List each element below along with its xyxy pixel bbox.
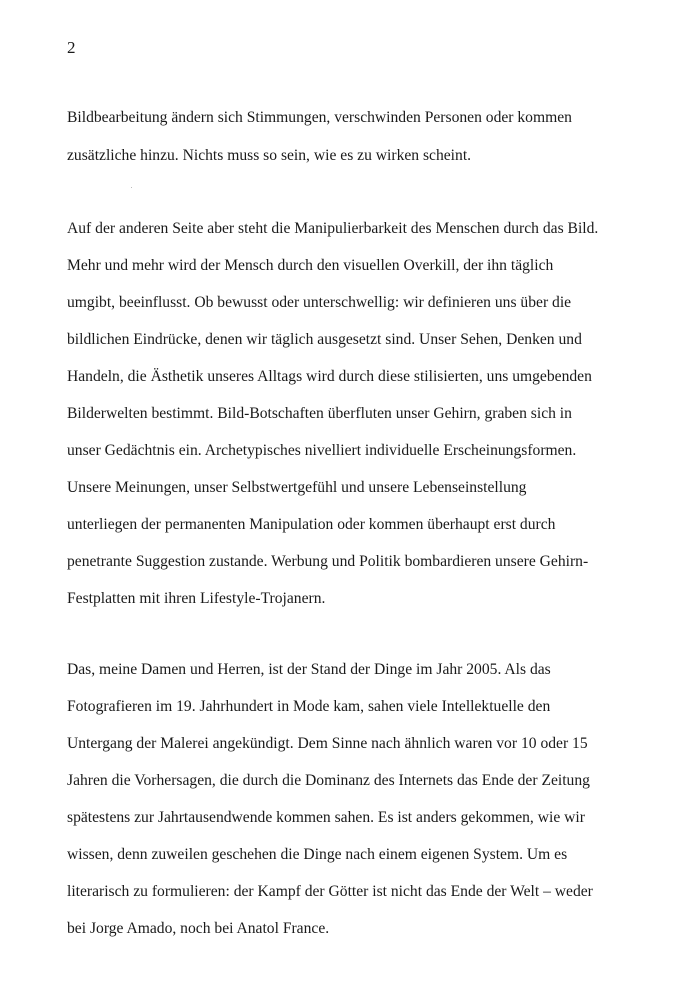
text-line: Festplatten mit ihren Lifestyle-Trojanern. bbox=[67, 590, 326, 607]
text-line: spätestens zur Jahrtausendwende kommen sahen. Es ist anders gekommen, wie wir bbox=[67, 809, 585, 826]
text-line: Mehr und mehr wird der Mensch durch den visuellen Overkill, der ihn täglich bbox=[67, 257, 554, 274]
text-line: Bilderwelten bestimmt. Bild-Botschaften überfluten unser Gehirn, graben sich in bbox=[67, 405, 572, 422]
text-line: Unsere Meinungen, unser Selbstwertgefühl und unsere Lebenseinstellung bbox=[67, 479, 527, 496]
text-line: wissen, denn zuweilen geschehen die Dinge nach einem eigenen System. Um es bbox=[67, 846, 568, 863]
text-line: Auf der anderen Seite aber steht die Manipulierbarkeit des Menschen durch das Bild. bbox=[67, 220, 599, 237]
text-line: literarisch zu formulieren: der Kampf der Götter ist nicht das Ende der Welt – weder bbox=[67, 883, 593, 900]
text-line: Handeln, die Ästhetik unseres Alltags wird durch diese stilisierten, uns umgebenden bbox=[67, 368, 592, 385]
scan-speck bbox=[131, 187, 132, 188]
page-number: 2 bbox=[67, 38, 76, 57]
text-line: umgibt, beeinflusst. Ob bewusst oder unterschwellig: wir definieren uns über die bbox=[67, 294, 572, 311]
text-line: Jahren die Vorhersagen, die durch die Dominanz des Internets das Ende der Zeitung bbox=[67, 772, 590, 789]
text-line: Untergang der Malerei angekündigt. Dem Sinne nach ähnlich waren vor 10 oder 15 bbox=[67, 735, 588, 752]
text-line: zusätzliche hinzu. Nichts muss so sein, wie es zu wirken scheint. bbox=[67, 147, 472, 164]
text-line: Bildbearbeitung ändern sich Stimmungen, verschwinden Personen oder kommen bbox=[67, 109, 572, 126]
text-line: bildlichen Eindrücke, denen wir täglich ausgesetzt sind. Unser Sehen, Denken und bbox=[67, 331, 582, 348]
text-line: Fotografieren im 19. Jahrhundert in Mode kam, sahen viele Intellektuelle den bbox=[67, 698, 551, 715]
text-line: penetrante Suggestion zustande. Werbung und Politik bombardieren unsere Gehirn- bbox=[67, 553, 589, 570]
text-line: unser Gedächtnis ein. Archetypisches nivelliert individuelle Erscheinungsformen. bbox=[67, 442, 577, 459]
text-line: Das, meine Damen und Herren, ist der Stand der Dinge im Jahr 2005. Als das bbox=[67, 661, 551, 678]
text-line: unterliegen der permanenten Manipulation oder kommen überhaupt erst durch bbox=[67, 516, 556, 533]
text-line: bei Jorge Amado, noch bei Anatol France. bbox=[67, 920, 330, 937]
